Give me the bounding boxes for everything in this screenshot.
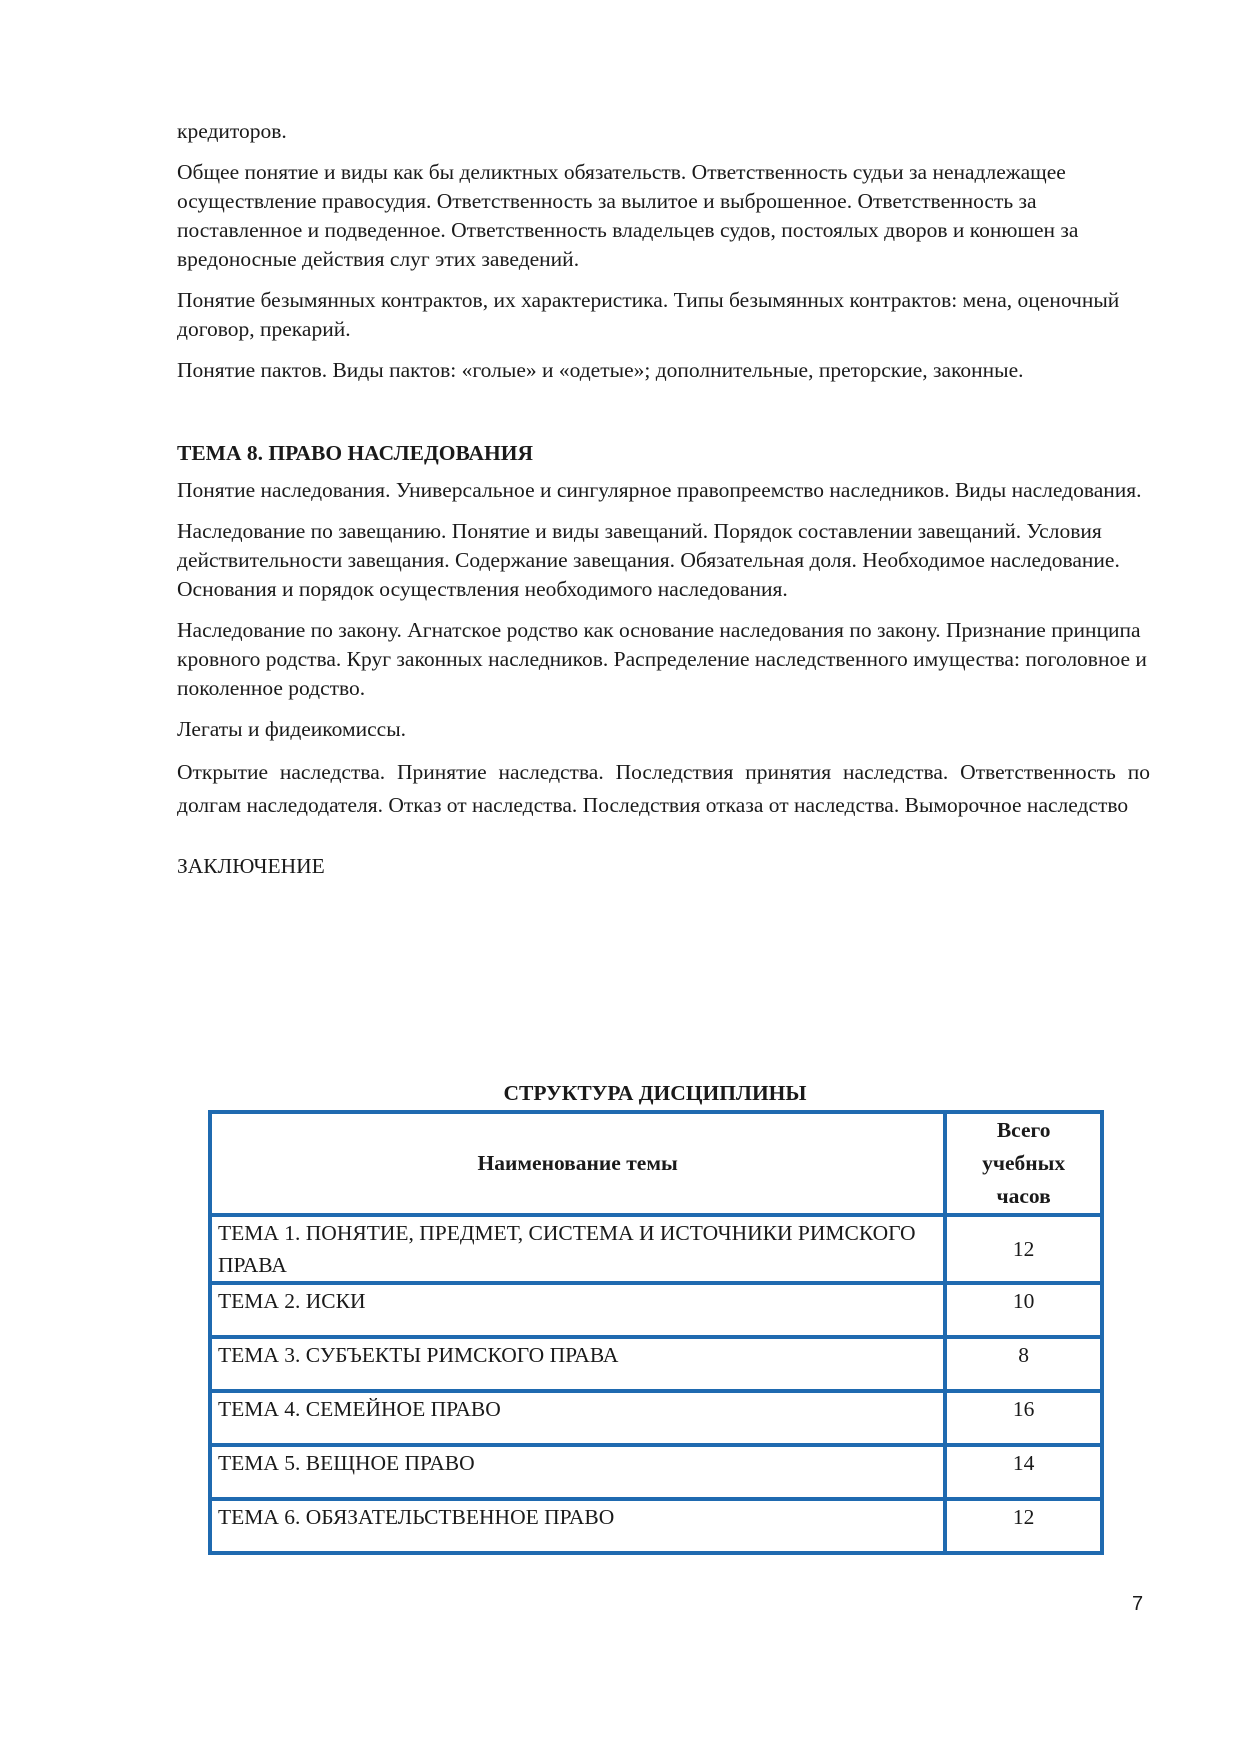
paragraph-inheritance-by-law: Наследование по закону. Агнатское родство как основание наследования по закону. Признание принципа кровного родства. Круг законных наследников. Распределение наследственного имущества: поголовное и поколенное родство.	[177, 618, 1147, 700]
topic-8-heading: ТЕМА 8. ПРАВО НАСЛЕДОВАНИЯ	[177, 441, 533, 465]
table-row	[210, 1283, 1102, 1337]
paragraph-pacts: Понятие пактов. Виды пактов: «голые» и «одетые»; дополнительные, преторские, законные.	[177, 358, 1024, 382]
paragraph-innominate-contracts: Понятие безымянных контрактов, их характеристика. Типы безымянных контрактов: мена, оценочный договор, прекарий.	[177, 288, 1120, 341]
hours-cell: 14	[945, 1445, 1102, 1499]
hours-cell: 12	[945, 1499, 1102, 1553]
topic-name-cell: ТЕМА 5. ВЕЩНОЕ ПРАВО	[210, 1445, 945, 1499]
table-header-row	[210, 1112, 1102, 1215]
structure-table-title: СТРУКТУРА ДИСЦИПЛИНЫ	[503, 1081, 807, 1105]
hours-cell: 10	[945, 1283, 1102, 1337]
topic-name-cell: ТЕМА 1. ПОНЯТИЕ, ПРЕДМЕТ, СИСТЕМА И ИСТОЧНИКИ РИМСКОГО ПРАВА	[210, 1215, 945, 1283]
table-row	[210, 1499, 1102, 1553]
conclusion-heading: ЗАКЛЮЧЕНИЕ	[177, 854, 325, 878]
paragraph-delict-obligations: Общее понятие и виды как бы деликтных обязательств. Ответственность судьи за ненадлежащее осуществление правосудия. Ответственность за вылитое и выброшенное. Ответственность за поставленное и подведенное. Ответственность владельцев судов, постоялых дворов и конюшен за вредоносные действия слуг этих заведений.	[177, 160, 1079, 271]
hours-cell: 8	[945, 1337, 1102, 1391]
paragraph-opening-inheritance: Открытие наследства. Принятие наследства. Последствия принятия наследства. Ответственность по долгам наследодателя. Отказ от наследства. Последствия отказа от наследства. Выморочное наследство	[177, 760, 1150, 817]
topic-name-cell: ТЕМА 4. СЕМЕЙНОЕ ПРАВО	[210, 1391, 945, 1445]
header-topic-name: Наименование темы	[210, 1112, 945, 1215]
structure-table	[208, 1110, 1104, 1555]
table-row	[210, 1445, 1102, 1499]
paragraph-legates: Легаты и фидеикомиссы.	[177, 717, 407, 741]
hours-cell: 16	[945, 1391, 1102, 1445]
topic-name-cell: ТЕМА 2. ИСКИ	[210, 1283, 945, 1337]
header-total-hours: Всего учебных часов	[945, 1112, 1102, 1215]
table-row	[210, 1391, 1102, 1445]
paragraph-inheritance-concept: Понятие наследования. Универсальное и сингулярное правопреемство наследников. Виды наследования.	[177, 478, 1142, 502]
paragraph-continuation: кредиторов.	[177, 119, 287, 143]
hours-cell: 12	[945, 1215, 1102, 1283]
table-row	[210, 1215, 1102, 1283]
topic-name-cell: ТЕМА 6. ОБЯЗАТЕЛЬСТВЕННОЕ ПРАВО	[210, 1499, 945, 1553]
page-content	[177, 117, 1150, 893]
topic-name-cell: ТЕМА 3. СУБЪЕКТЫ РИМСКОГО ПРАВА	[210, 1337, 945, 1391]
table-row	[210, 1337, 1102, 1391]
page-number: 7	[1132, 1593, 1144, 1615]
paragraph-inheritance-by-will: Наследование по завещанию. Понятие и виды завещаний. Порядок составлении завещаний. Условия действительности завещания. Содержание завещания. Обязательная доля. Необходимое наследование. Основания и порядок осуществления необходимого наследования.	[177, 519, 1120, 601]
